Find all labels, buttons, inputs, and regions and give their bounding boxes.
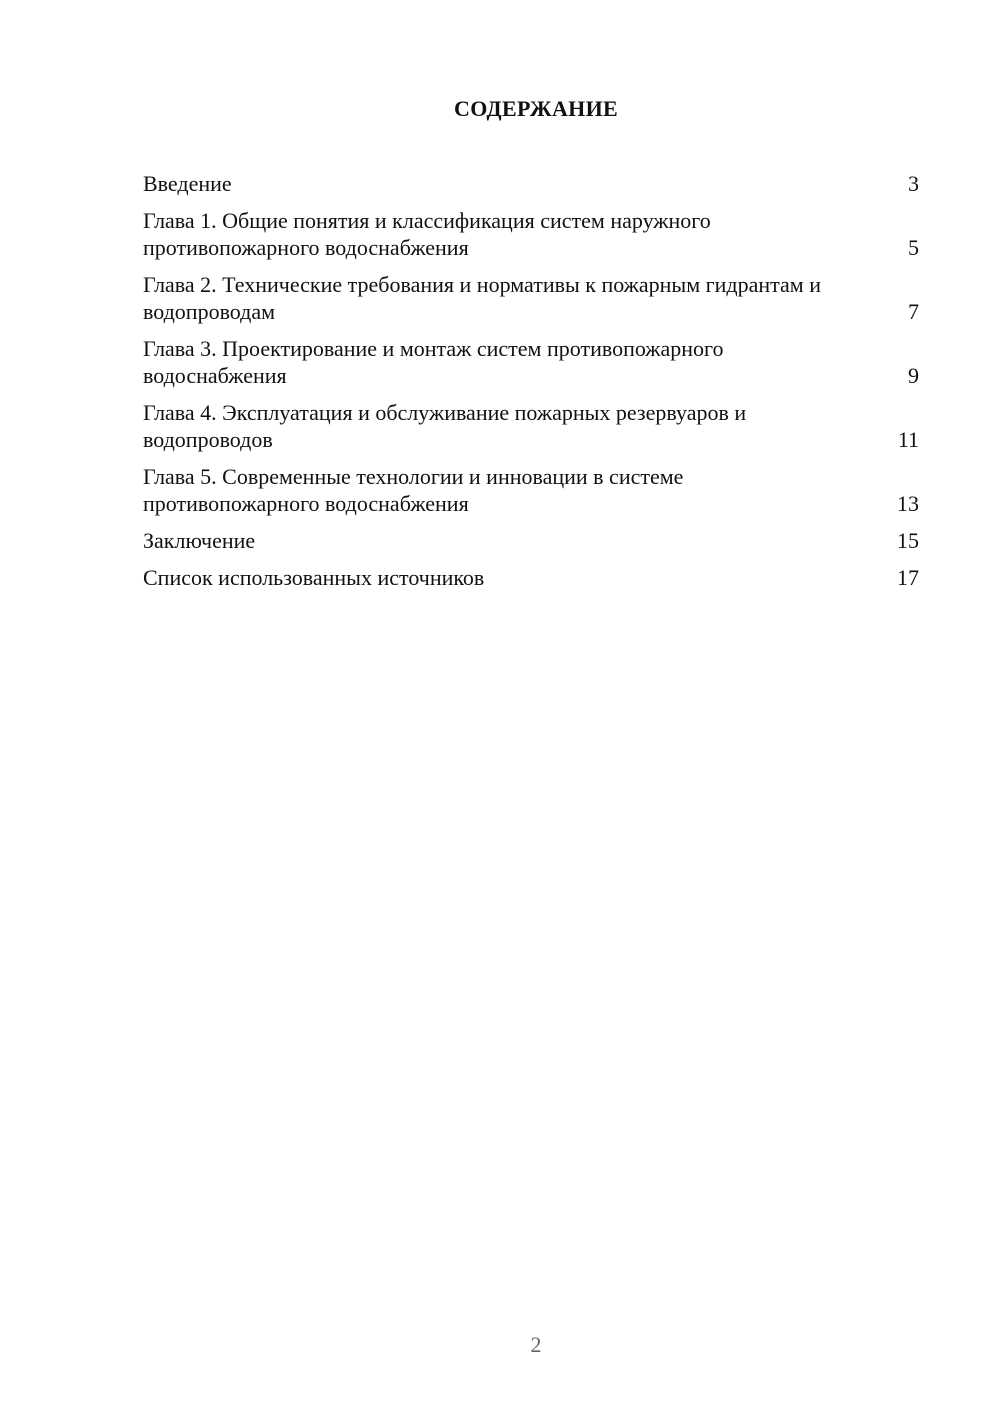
toc-entry-page: 3 [908,171,919,196]
toc-entry-page: 15 [897,528,919,553]
toc-entry-references[interactable] [143,564,919,591]
toc-entry-page: 13 [897,491,919,516]
page-title: СОДЕРЖАНИЕ [454,96,618,121]
toc-entry-title: Введение [143,171,232,196]
toc-entry-title: Глава 2. Технические требования и нормативы к пожарным гидрантам и водопроводам [143,272,821,324]
toc-entry-title: Глава 4. Эксплуатация и обслуживание пожарных резервуаров и водопроводов [143,400,747,452]
toc-entry-chapter-3[interactable] [143,335,919,389]
toc-entry-title: Глава 5. Современные технологии и инновации в системе противопожарного водоснабжения [143,464,684,516]
toc-entry-page: 5 [908,235,919,260]
table-of-contents [143,170,919,601]
toc-entry-introduction[interactable] [143,170,919,197]
toc-entry-chapter-1[interactable] [143,207,919,261]
toc-entry-title: Заключение [143,528,256,553]
toc-entry-chapter-5[interactable] [143,463,919,517]
toc-entry-chapter-4[interactable] [143,399,919,453]
toc-entry-page: 11 [897,427,919,452]
toc-entry-page: 17 [897,565,919,590]
page-number: 2 [530,1332,542,1357]
toc-entry-conclusion[interactable] [143,527,919,554]
toc-entry-chapter-2[interactable] [143,271,919,325]
toc-entry-title: Глава 3. Проектирование и монтаж систем противопожарного водоснабжения [143,336,724,388]
toc-entry-title: Глава 1. Общие понятия и классификация систем наружного противопожарного водоснабжения [143,208,711,260]
toc-entry-page: 9 [908,363,919,388]
toc-entry-title: Список использованных источников [143,565,485,590]
toc-entry-page: 7 [908,299,919,324]
